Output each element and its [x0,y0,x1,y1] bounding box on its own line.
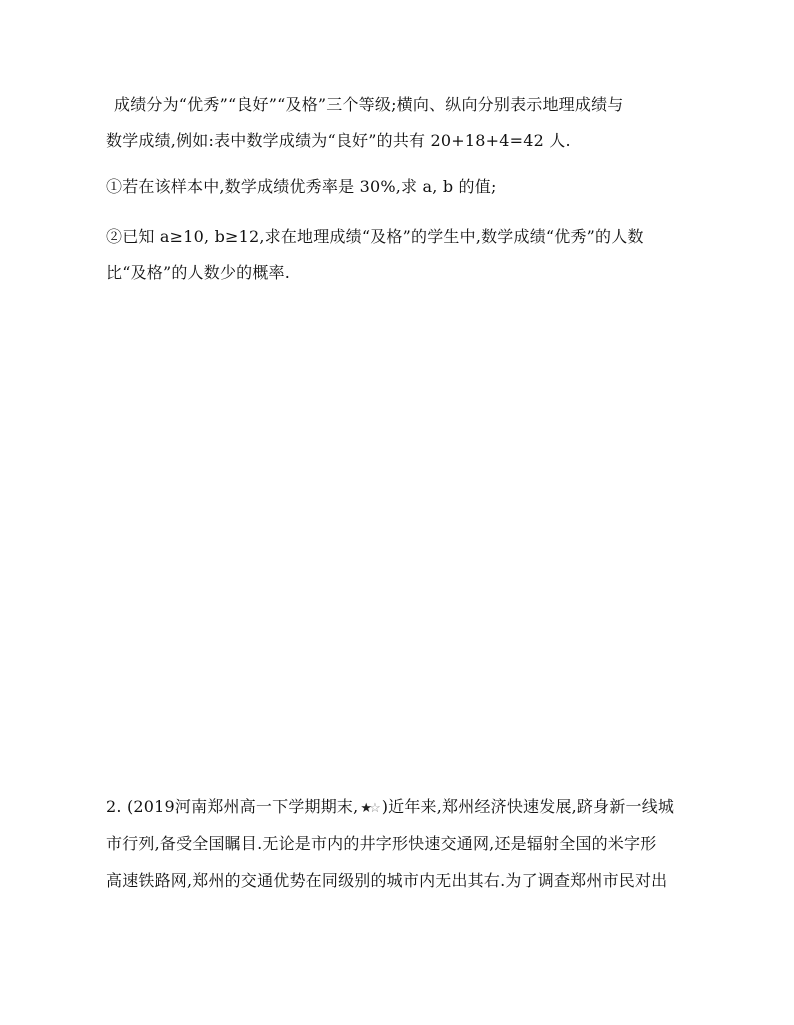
q1-intro-line-2: 数学成绩,例如:表中数学成绩为“良好”的共有 20+18+4=42 人. [106,131,571,150]
q1-part-1: ①若在该样本中,数学成绩优秀率是 30%,求 a, b 的值; [106,177,497,196]
q2-prefix: 2. (2019河南郑州高一下学期期末, [106,797,359,816]
q1-part-2-line-2: 比“及格”的人数少的概率. [106,263,291,282]
difficulty-stars-icon: ★☆ [360,801,378,816]
q2-line-3: 高速铁路网,郑州的交通优势在同级别的城市内无出其右.为了调查郑州市民对出 [106,871,668,890]
q2-suffix: )近年来,郑州经济快速发展,跻身新一线城 [381,797,675,816]
q1-intro-line-1: 成绩分为“优秀”“良好”“及格”三个等级;横向、纵向分别表示地理成绩与 [114,95,624,114]
q1-part-2-line-1: ②已知 a≥10, b≥12,求在地理成绩“及格”的学生中,数学成绩“优秀”的人数 [106,227,644,246]
q2-line-2: 市行列,备受全国瞩目.无论是市内的井字形快速交通网,还是辐射全国的米字形 [106,834,657,853]
q2-line-1 [106,796,674,820]
